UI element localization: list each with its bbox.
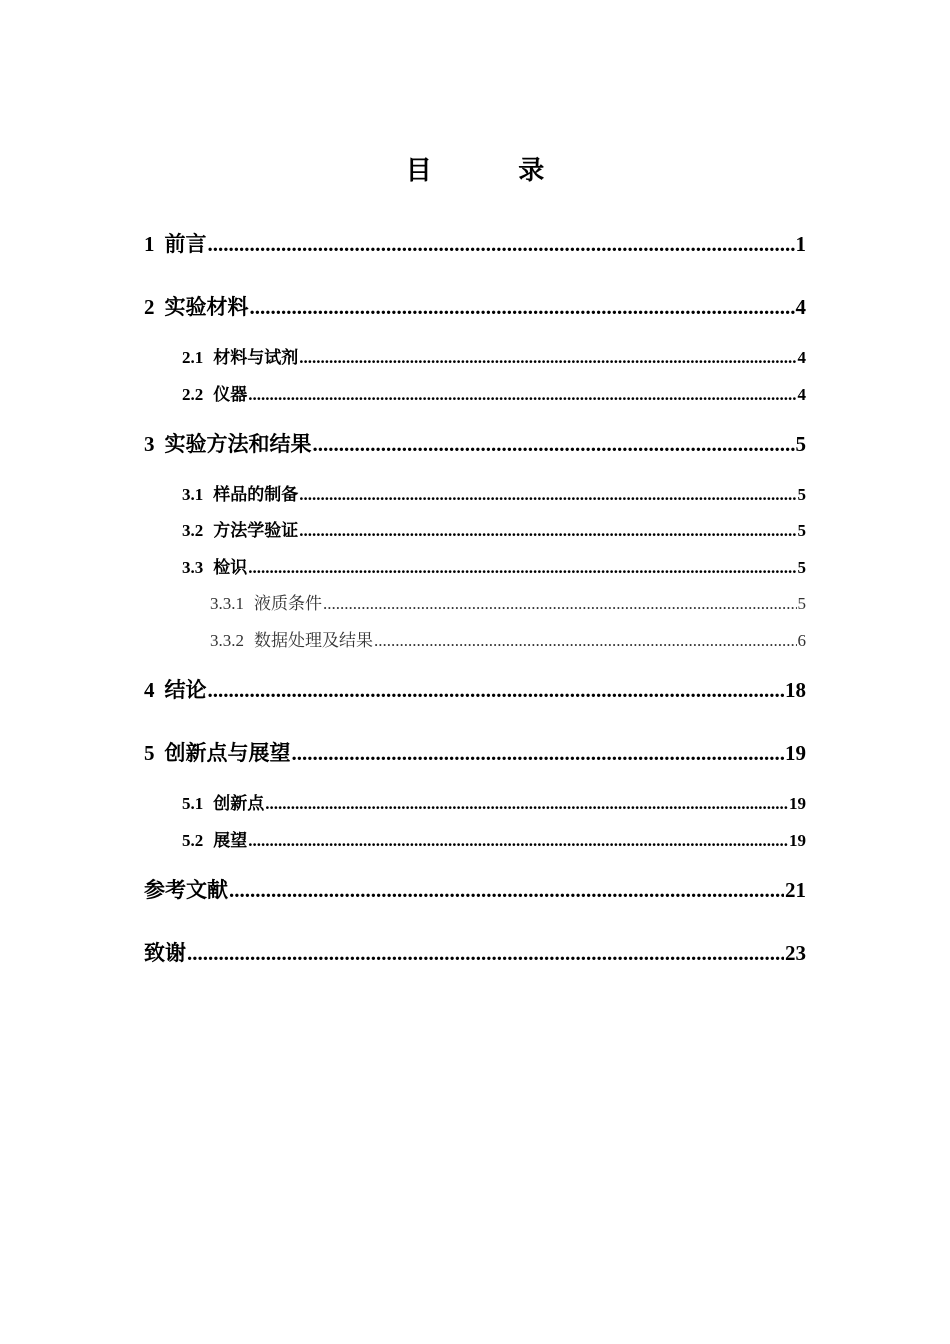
toc-entry-5-1[interactable]	[182, 789, 806, 814]
toc-entry-label: 3.3.1 液质条件	[210, 594, 322, 613]
toc-page-number: 4	[797, 385, 806, 404]
dot-leader	[299, 521, 796, 541]
toc-entry-label: 3.3.2 数据处理及结果	[210, 631, 373, 650]
toc-page-number: 19	[785, 741, 806, 765]
toc-page-number: 19	[789, 831, 806, 850]
toc-page-number: 5	[797, 521, 806, 540]
dot-leader	[313, 432, 795, 457]
toc-entry-label: 2.1 材料与试剂	[182, 348, 299, 367]
dot-leader	[323, 594, 797, 614]
toc-entry-label: 3.2 方法学验证	[182, 521, 299, 540]
toc-entry-label: 5.1 创新点	[182, 794, 265, 813]
toc-entry-label: 1 前言	[144, 232, 207, 256]
toc-page-number: 1	[795, 232, 806, 256]
toc-page-number: 4	[797, 348, 806, 367]
toc-page-number: 18	[785, 678, 806, 702]
toc-entry-label: 3 实验方法和结果	[144, 432, 312, 456]
toc-entry-acknowledgements[interactable]	[144, 937, 806, 967]
toc-entry-5-2[interactable]	[182, 826, 806, 851]
toc-title: 目 录	[405, 156, 585, 185]
toc-entry-label: 2 实验材料	[144, 295, 249, 319]
toc-entry-5[interactable]	[144, 737, 806, 767]
toc-page-number: 23	[785, 941, 806, 965]
toc-entry-references[interactable]	[144, 874, 806, 904]
dot-leader	[265, 794, 788, 814]
toc-page-number: 5	[797, 485, 806, 504]
toc-entry-2[interactable]	[144, 291, 806, 321]
toc-entry-label: 致谢	[144, 941, 186, 965]
toc-page-number: 4	[795, 295, 806, 319]
dot-leader	[187, 941, 784, 966]
dot-leader	[299, 348, 796, 368]
toc-entry-label: 3.1 样品的制备	[182, 485, 299, 504]
toc-entry-2-1[interactable]	[182, 343, 806, 368]
dot-leader	[299, 485, 796, 505]
dot-leader	[374, 631, 797, 651]
dot-leader	[208, 678, 785, 703]
dot-leader	[248, 558, 796, 578]
dot-leader	[250, 295, 795, 320]
toc-entry-4[interactable]	[144, 674, 806, 704]
dot-leader	[248, 831, 788, 851]
toc-page-number: 5	[797, 558, 806, 577]
toc-entry-label: 4 结论	[144, 678, 207, 702]
toc-entry-3[interactable]	[144, 428, 806, 458]
toc-entry-label: 5.2 展望	[182, 831, 248, 850]
toc-page-number: 5	[795, 432, 806, 456]
toc-entry-label: 3.3 检识	[182, 558, 248, 577]
toc-entry-label: 2.2 仪器	[182, 385, 248, 404]
dot-leader	[208, 232, 795, 257]
toc-page-number: 21	[785, 878, 806, 902]
toc-entry-label: 5 创新点与展望	[144, 741, 291, 765]
dot-leader	[248, 385, 796, 405]
toc-entry-3-2[interactable]	[182, 516, 806, 541]
toc-page-number: 19	[789, 794, 806, 813]
toc-entry-label: 参考文献	[144, 878, 228, 902]
dot-leader	[292, 741, 785, 766]
toc-page-number: 5	[797, 594, 806, 613]
toc-entry-2-2[interactable]	[182, 380, 806, 405]
toc-page-number: 6	[797, 631, 806, 650]
toc-entry-3-1[interactable]	[182, 480, 806, 505]
dot-leader	[229, 878, 784, 903]
toc-entry-1[interactable]	[144, 228, 806, 258]
toc-entry-3-3-1[interactable]	[210, 589, 806, 614]
toc-entry-3-3[interactable]	[182, 553, 806, 578]
toc-entry-3-3-2[interactable]	[210, 626, 806, 651]
